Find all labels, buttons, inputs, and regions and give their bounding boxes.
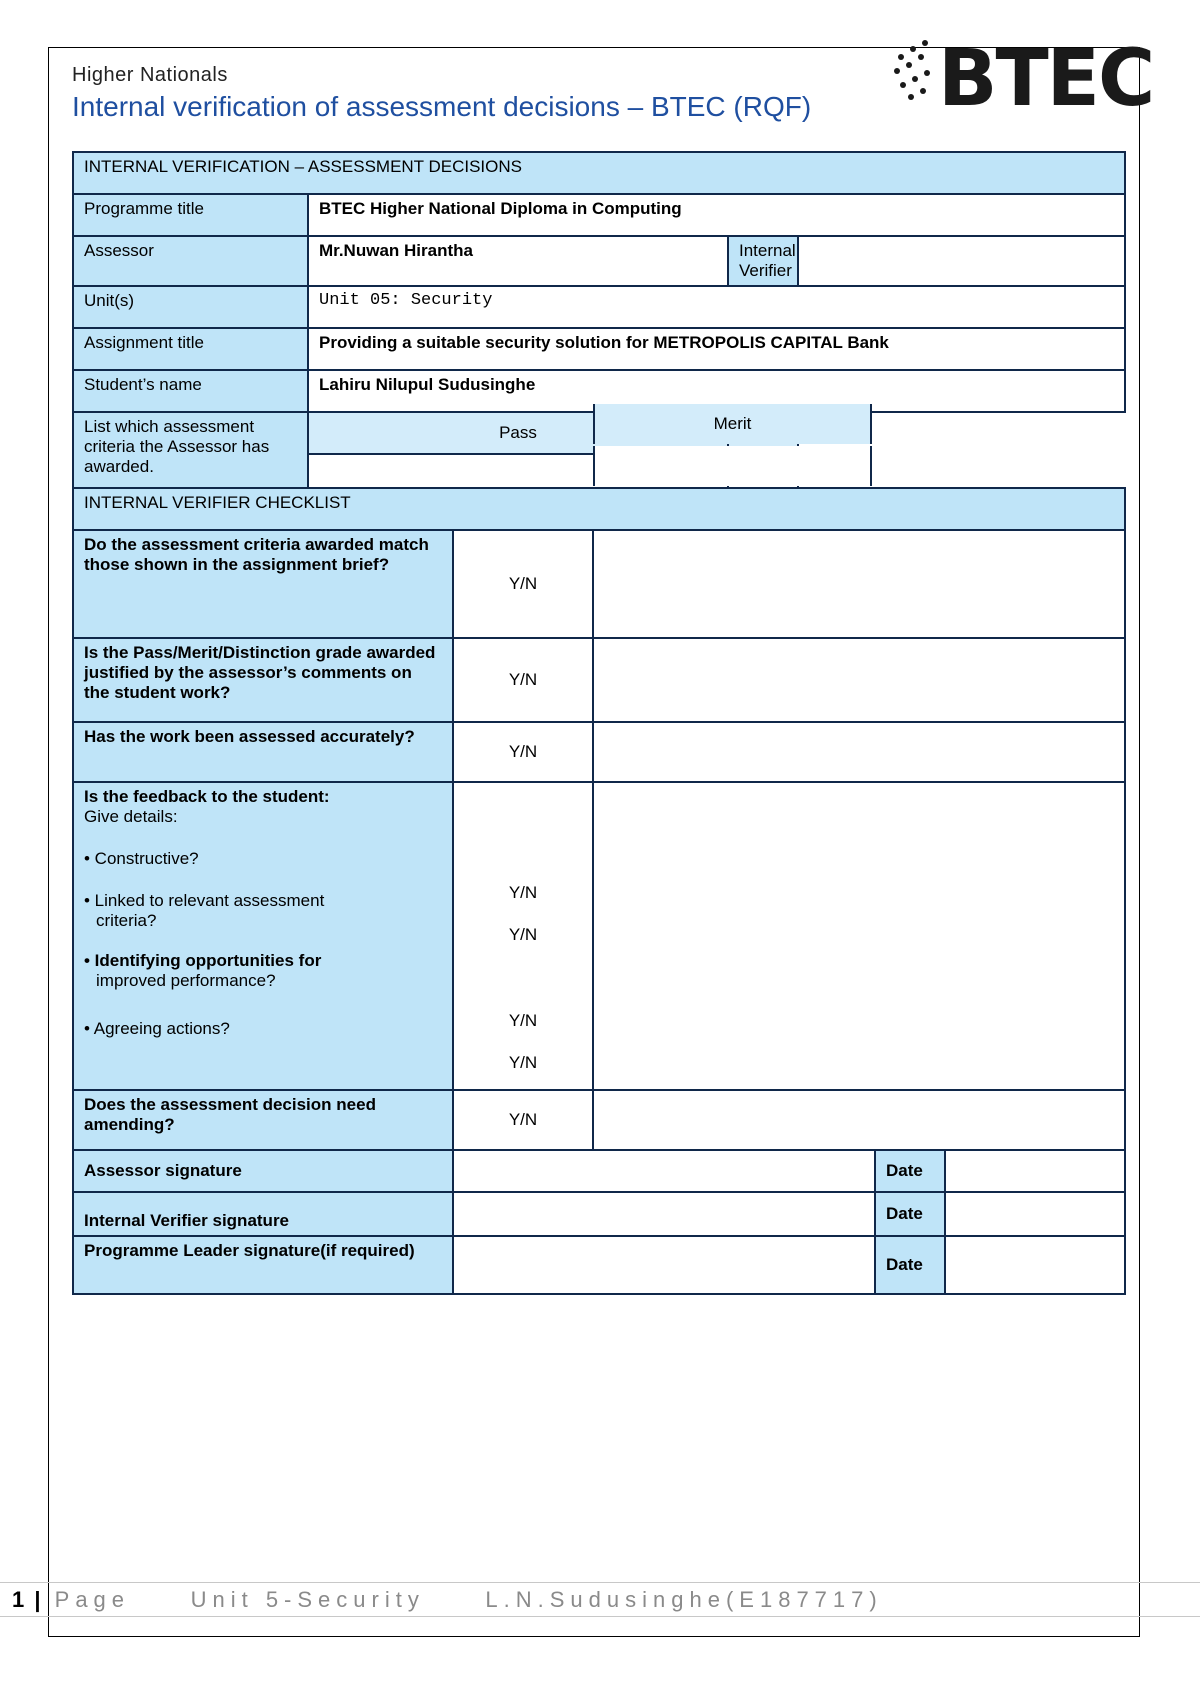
pl-date-label: Date: [875, 1236, 945, 1294]
footer-text: Page Unit 5-Security L.N.Sudusinghe(E187717): [54, 1587, 883, 1612]
programme-title-label: Programme title: [73, 194, 308, 236]
assignment-title-label: Assignment title: [73, 328, 308, 370]
section-title: INTERNAL VERIFICATION – ASSESSMENT DECISIONS: [73, 152, 1125, 194]
page-number: 1 |: [12, 1587, 43, 1612]
assessor-signature-field[interactable]: [453, 1150, 875, 1192]
assessor-date-label: Date: [875, 1150, 945, 1192]
q5-comments[interactable]: [593, 1090, 1125, 1150]
q4-yn-1[interactable]: Y/N: [508, 883, 538, 902]
q4-bullet-agreeing: • Agreeing actions?: [84, 1019, 230, 1038]
q4-bullet-linked-cont: criteria?: [96, 911, 157, 930]
q1-comments[interactable]: [593, 530, 1125, 638]
iv-date-field[interactable]: [945, 1192, 1125, 1236]
q2-label: Is the Pass/Merit/Distinction grade awarded justified by the assessor’s comments on the student work?: [73, 638, 453, 722]
header-title: Internal verification of assessment decisions – BTEC (RQF): [72, 91, 812, 122]
programme-title-value[interactable]: BTEC Higher National Diploma in Computing: [308, 194, 1125, 236]
btec-logo: [890, 34, 1154, 124]
units-value[interactable]: Unit 05: Security: [308, 286, 1125, 328]
assessor-date-field[interactable]: [945, 1150, 1125, 1192]
q2-comments[interactable]: [593, 638, 1125, 722]
q4-yn-3[interactable]: Y/N: [508, 1011, 538, 1030]
header-subtitle: Higher Nationals: [72, 64, 228, 86]
q4-yn-2[interactable]: Y/N: [508, 925, 538, 944]
pl-signature-field[interactable]: [453, 1236, 875, 1294]
merit-header: Merit: [593, 404, 872, 444]
page-footer: [12, 1587, 883, 1613]
footer-divider-bottom: [0, 1616, 1200, 1617]
document-header: [72, 64, 811, 123]
q4-bullet-opportunities-cont: improved performance?: [96, 971, 276, 990]
checklist-title: INTERNAL VERIFIER CHECKLIST: [73, 488, 1125, 530]
q4-sub: Give details:: [84, 807, 178, 826]
criteria-label: List which assessment criteria the Assessor has awarded.: [73, 412, 308, 496]
q4-label: [73, 782, 453, 1090]
pass-header: Pass: [308, 412, 728, 454]
logo-text: BTEC: [938, 34, 1154, 124]
checklist-table: [72, 487, 1126, 1295]
iv-signature-label: Internal Verifier signature: [73, 1192, 453, 1236]
q5-yn[interactable]: Y/N: [453, 1090, 593, 1150]
assessor-value[interactable]: Mr.Nuwan Hirantha: [308, 236, 728, 286]
student-name-value[interactable]: Lahiru Nilupul Sudusinghe: [308, 370, 1125, 412]
iv-signature-field[interactable]: [453, 1192, 875, 1236]
internal-verifier-value[interactable]: [798, 236, 1125, 286]
q4-bullet-opportunities: • Identifying opportunities for: [84, 951, 322, 970]
assessor-signature-label: Assessor signature: [73, 1150, 453, 1192]
assessor-label: Assessor: [73, 236, 308, 286]
q4-comments[interactable]: [593, 782, 1125, 1090]
merit-value[interactable]: [593, 446, 872, 486]
footer-divider-top: [0, 1582, 1200, 1583]
q4-yn-column: [453, 782, 593, 1090]
assignment-title-value[interactable]: Providing a suitable security solution for METROPOLIS CAPITAL Bank: [308, 328, 1125, 370]
q4-bullet-linked: • Linked to relevant assessment: [84, 891, 325, 910]
q3-comments[interactable]: [593, 722, 1125, 782]
units-label: Unit(s): [73, 286, 308, 328]
q5-label: Does the assessment decision need amending?: [73, 1090, 453, 1150]
iv-date-label: Date: [875, 1192, 945, 1236]
q4-yn-4[interactable]: Y/N: [508, 1053, 538, 1072]
q4-bullet-constructive: • Constructive?: [84, 849, 199, 868]
internal-verifier-label: Internal Verifier: [728, 236, 798, 286]
q3-label: Has the work been assessed accurately?: [73, 722, 453, 782]
q2-yn[interactable]: Y/N: [453, 638, 593, 722]
q4-title: Is the feedback to the student:: [84, 787, 330, 806]
q3-yn[interactable]: Y/N: [453, 722, 593, 782]
q1-yn[interactable]: Y/N: [453, 530, 593, 638]
pl-signature-label: Programme Leader signature(if required): [73, 1236, 453, 1294]
q1-label: Do the assessment criteria awarded match those shown in the assignment brief?: [73, 530, 453, 638]
student-name-label: Student’s name: [73, 370, 308, 412]
pl-date-field[interactable]: [945, 1236, 1125, 1294]
